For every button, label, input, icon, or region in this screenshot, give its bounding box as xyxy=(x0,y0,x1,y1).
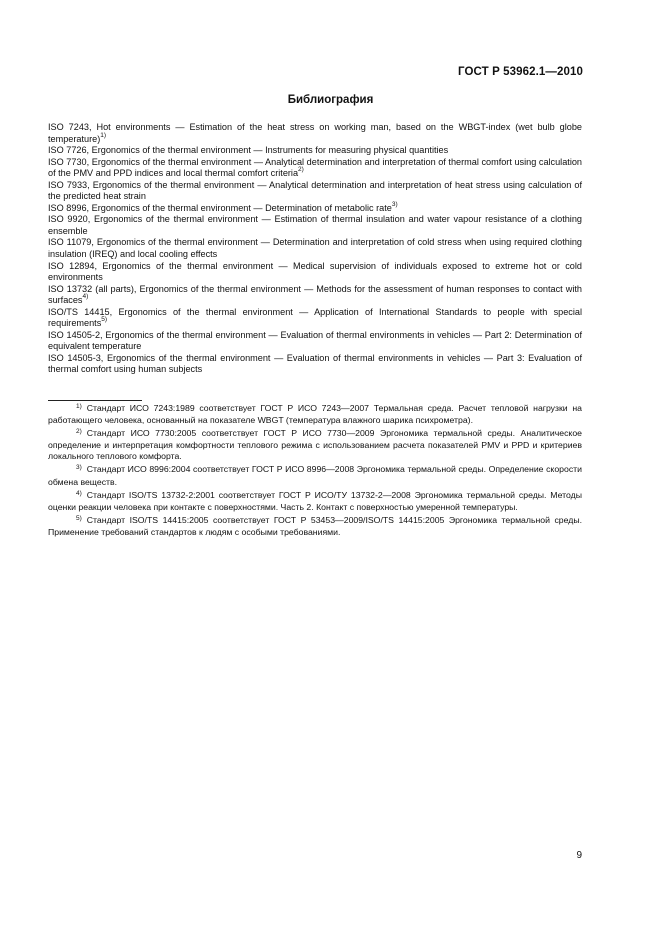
footnote-text: Стандарт ISO/TS 13732-2:2001 соответствует ГОСТ Р ИСО/ТУ 13732-2—2008 Эргономика термальной среды. Методы оценки реакции человека при контакте с поверхностями. Часть 2. Контакт с поверхностью умеренной температуры. xyxy=(48,489,582,512)
entry-text: ISO 12894, Ergonomics of the thermal environment — Medical supervision of individuals exposed to extreme hot or cold environments xyxy=(48,260,582,283)
entry-text: ISO 7726, Ergonomics of the thermal environment — Instruments for measuring physical quantities xyxy=(48,145,449,156)
entry-text: ISO 14505-3, Ergonomics of the thermal environment — Evaluation of thermal environments in vehicles — Part 3: Evaluation of thermal comfort using human subjects xyxy=(48,352,582,375)
entry-text: ISO 7243, Hot environments — Estimation of the heat stress on working man, based on the WBGT-index (wet bulb globe temperature) xyxy=(48,122,582,144)
bibliography-entry xyxy=(48,157,582,180)
footnotes-list xyxy=(48,403,582,538)
footnote-text: Стандарт ИСО 7243:1989 соответствует ГОСТ Р ИСО 7243—2007 Термальная среда. Расчет тепловой нагрузки на работающего человека, основанный на показателе WBGT (температура влажного шарика психрометра). xyxy=(48,403,582,426)
footnote xyxy=(48,428,582,462)
footnote-ref: 4) xyxy=(82,293,89,301)
bibliography-entry xyxy=(48,261,582,284)
entry-text: ISO 11079, Ergonomics of the thermal environment — Determination and interpretation of cold stress when using required clothing insulation (IREQ) and local cooling effects xyxy=(48,237,582,260)
entry-text: ISO 8996, Ergonomics of the thermal environment — Determination of metabolic rate xyxy=(48,202,392,213)
bibliography-list xyxy=(48,122,582,376)
entry-text: ISO 13732 (all parts), Ergonomics of the thermal environment — Methods for the assessment of human responses to contact with surfaces xyxy=(48,283,582,306)
footnote-ref: 2) xyxy=(298,166,304,174)
footnote-mark: 3) xyxy=(76,464,82,472)
bibliography-entry xyxy=(48,307,582,330)
bibliography-entry xyxy=(48,200,582,215)
footnote-divider xyxy=(48,400,142,401)
footnote xyxy=(48,515,582,538)
footnote-ref: 1) xyxy=(100,131,107,139)
bibliography-entry xyxy=(48,330,582,353)
bibliography-entry xyxy=(48,353,582,376)
entry-text: ISO 9920, Ergonomics of the thermal environment — Estimation of thermal insulation and water vapour resistance of a clothing ensemble xyxy=(48,214,582,236)
entry-text: ISO 7933, Ergonomics of the thermal environment — Analytical determination and interpretation of heat stress using calculation of the predicted heat strain xyxy=(48,179,582,202)
entry-text: ISO 7730, Ergonomics of the thermal environment — Analytical determination and interpretation of thermal comfort using calculation of the PMV and PPD indices and local thermal comfort criteria xyxy=(48,156,582,179)
footnote-mark: 1) xyxy=(76,403,82,410)
entry-text: ISO 14505-2, Ergonomics of the thermal environment — Evaluation of thermal environments in vehicles — Part 2: Determination of equivalent temperature xyxy=(48,329,582,352)
page-number: 9 xyxy=(576,850,582,861)
footnote-ref: 5) xyxy=(101,316,108,324)
footnote-text: Стандарт ISO/TS 14415:2005 соответствует ГОСТ Р 53453—2009/ISO/TS 14415:2005 Эргономика термальной среды. Применение требований стандартов к людям с особыми требованиями. xyxy=(48,514,582,537)
entry-text: ISO/TS 14415, Ergonomics of the thermal environment — Application of International Standards to people with special requirements xyxy=(48,306,582,329)
bibliography-entry xyxy=(48,214,582,237)
bibliography-entry xyxy=(48,284,582,307)
bibliography-entry xyxy=(48,145,582,157)
footnote-mark: 4) xyxy=(76,489,82,497)
footnote xyxy=(48,403,582,426)
footnote-text: Стандарт ИСО 8996:2004 соответствует ГОСТ Р ИСО 8996—2008 Эргономика термальной среды. Определение скорости обмена веществ. xyxy=(48,464,582,487)
document-code: ГОСТ Р 53962.1—2010 xyxy=(458,66,583,78)
footnote-mark: 2) xyxy=(76,428,82,436)
bibliography-entry xyxy=(48,237,582,260)
footnote xyxy=(48,490,582,513)
bibliography-entry xyxy=(48,180,582,203)
bibliography-entry xyxy=(48,122,582,145)
page-title: Библиография xyxy=(287,94,374,106)
footnote-mark: 5) xyxy=(76,514,82,522)
footnote-ref: 3) xyxy=(391,200,398,208)
footnote xyxy=(48,464,582,487)
footnote-text: Стандарт ИСО 7730:2005 соответствует ГОСТ Р ИСО 7730—2009 Эргономика термальной среды. Аналитическое определение и интерпретация комфортности теплового режима с использованием расчета показателей PMV и PPD и критериев локального теплового комфорта. xyxy=(48,428,582,462)
